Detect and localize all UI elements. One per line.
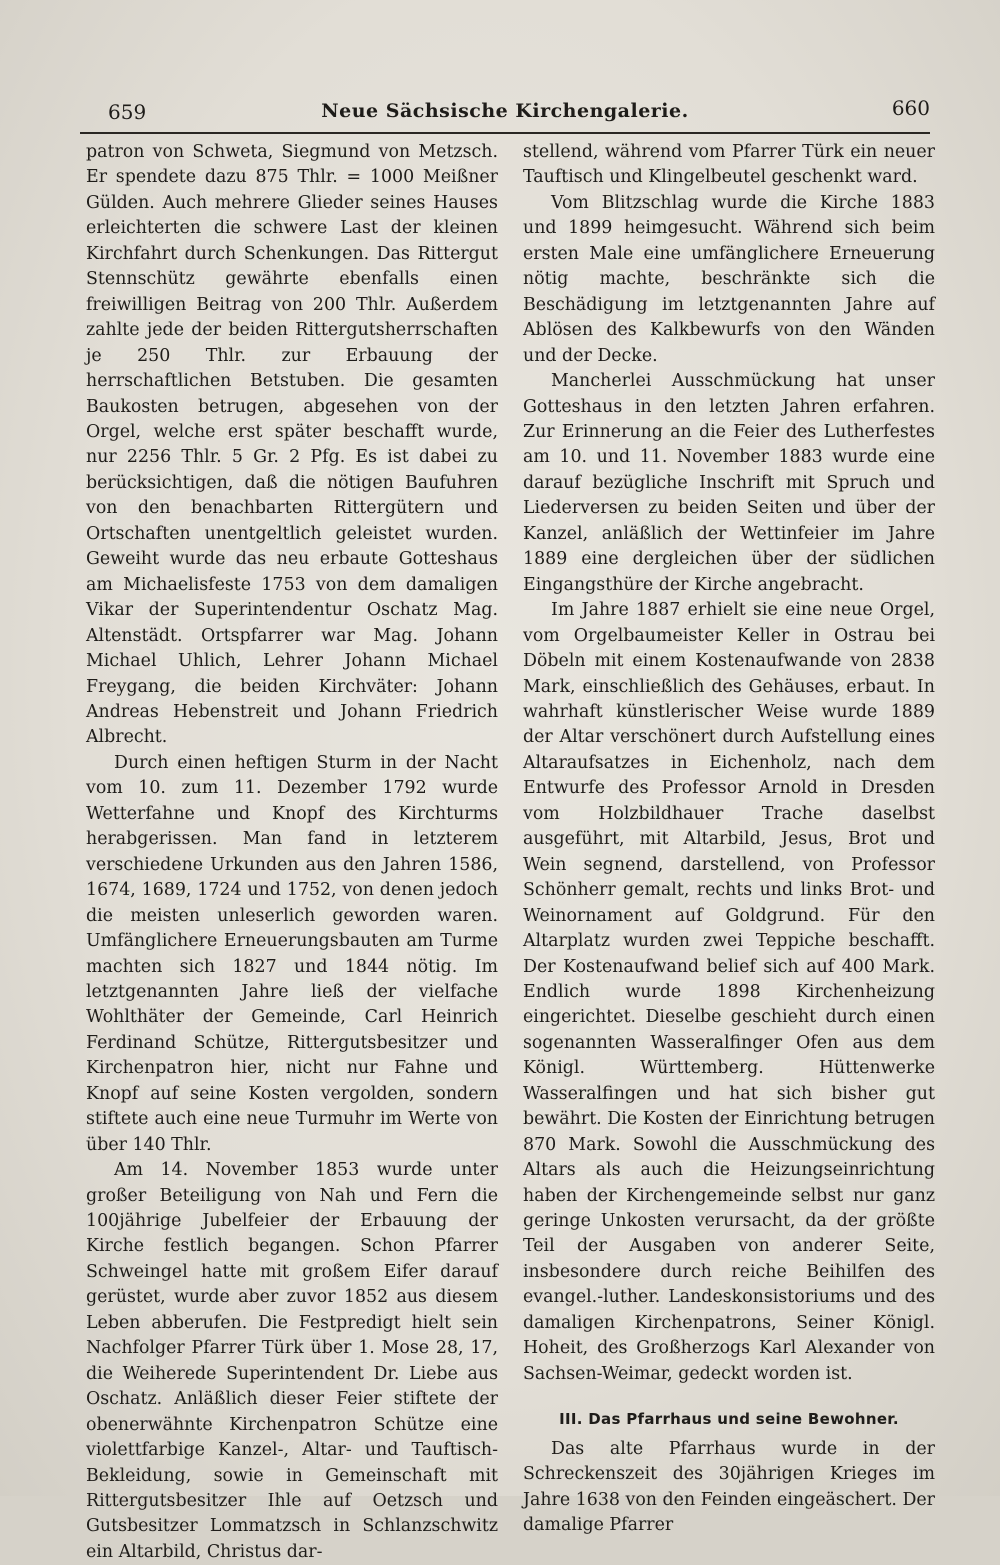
- section-heading: III. Das Pfarrhaus und seine Bewohner.: [559, 1410, 899, 1429]
- header-rule: [80, 132, 930, 134]
- paragraph: Das alte Pfarrhaus wurde in der Schreckenszeit des 30jährigen Krieges im Jahre 1638 von den Feinden eingeäschert. Der damalige Pfarrer: [523, 1438, 935, 1536]
- paragraph: stellend, während vom Pfarrer Türk ein neuer Tauftisch und Klingelbeutel geschenkt ward.: [523, 142, 935, 188]
- paragraph: Durch einen heftigen Sturm in der Nacht vom 10. zum 11. Dezember 1792 wurde Wetterfahne und Knopf des Kirchturms herabgerissen. Man fand in letzterem verschiedene Urkunden aus den Jahren 1586, 1674, 1689, 1724 und 1752, von denen jedoch die meisten unleserlich geworden waren. Umfänglichere Erneuerungsbauten am Turme machten sich 1827 und 1844 nötig. Im letztgenannten Jahre ließ der vielfache Wohlthäter der Gemeinde, Carl Heinrich Ferdinand Schütze, Rittergutsbesitzer und Kirchenpatron hier, nicht nur Fahne und Knopf auf seine Kosten vergolden, sondern stiftete auch eine neue Turmuhr im Werte von über 140 Thlr.: [86, 752, 498, 1155]
- left-column: [86, 140, 498, 1565]
- running-title: Neue Sächsische Kirchengalerie.: [321, 100, 689, 122]
- paragraph: Im Jahre 1887 erhielt sie eine neue Orgel, vom Orgelbaumeister Keller in Ostrau bei Döbeln mit einem Kostenaufwande von 2838 Mark, einschließlich des Gehäuses, erbaut. In wahrhaft künstlerischer Weise wurde 1889 der Altar verschönert durch Aufstellung eines Altaraufsatzes in Eichenholz, nach dem Entwurfe des Professor Arnold in Dresden vom Holzbildhauer Trache daselbst ausgeführt, mit Altarbild, Jesus, Brot und Wein segnend, darstellend, von Professor Schönherr gemalt, rechts und links Brot- und Weinornament auf Goldgrund. Für den Altarplatz wurden zwei Teppiche beschafft. Der Kostenaufwand belief sich auf 400 Mark. Endlich wurde 1898 Kirchenheizung eingerichtet. Dieselbe geschieht durch einen sogenannten Wasseralfinger Ofen aus dem Königl. Württemberg. Hüttenwerke Wasseralfingen und hat sich bisher gut bewährt. Die Kosten der Einrichtung betrugen 870 Mark. Sowohl die Ausschmückung des Altars als auch die Heizungseinrichtung haben der Kirchengemeinde selbst nur ganz geringe Unkosten verursacht, da der größte Teil der Ausgaben von anderer Seite, insbesondere durch reiche Beihilfen des evangel.-luther. Landeskonsistoriums und des damaligen Kirchenpatrons, Seiner Königl. Hoheit, des Großherzogs Karl Alexander von Sachsen-Weimar, gedeckt worden ist.: [523, 600, 935, 1384]
- paragraph: Mancherlei Ausschmückung hat unser Gotteshaus in den letzten Jahren erfahren. Zur Erinnerung an die Feier des Lutherfestes am 10. und 11. November 1883 wurde eine darauf bezügliche Inschrift mit Spruch und Liederversen zu beiden Seiten und über der Kanzel, anläßlich der Wettinfeier im Jahre 1889 eine dergleichen über der südlichen Eingangsthüre der Kirche angebracht.: [523, 371, 935, 595]
- page-number-left: 659: [108, 100, 147, 124]
- page-number-right: 660: [891, 96, 930, 120]
- paragraph: Vom Blitzschlag wurde die Kirche 1883 und 1899 heimgesucht. Während sich beim ersten Male eine umfänglichere Erneuerung nötig machte, beschränkte sich die Beschädigung im letztgenannten Jahre auf Ablösen des Kalkbewurfs von den Wänden und der Decke.: [523, 192, 935, 366]
- paragraph: patron von Schweta, Siegmund von Metzsch. Er spendete dazu 875 Thlr. = 1000 Meißner Gülden. Auch mehrere Glieder seines Hauses erleichterten die schwere Last der kleinen Kirchfahrt durch Schenkungen. Das Rittergut Stennschütz gewährte ebenfalls einen freiwilligen Beitrag von 200 Thlr. Außerdem zahlte jede der beiden Rittergutsherrschaften je 250 Thlr. zur Erbauung der herrschaftlichen Betstuben. Die gesamten Baukosten betrugen, abgesehen von der Orgel, welche erst später beschafft wurde, nur 2256 Thlr. 5 Gr. 2 Pfg. Es ist dabei zu berücksichtigen, daß die nötigen Baufuhren von den benachbarten Rittergütern und Ortschaften unentgeltlich geleistet wurden. Geweiht wurde das neu erbaute Gotteshaus am Michaelisfeste 1753 von dem damaligen Vikar der Superintendentur Oschatz Mag. Altenstädt. Ortspfarrer war Mag. Johann Michael Uhlich, Lehrer Johann Michael Freygang, die beiden Kirchväter: Johann Andreas Hebenstreit und Johann Friedrich Albrecht.: [86, 142, 498, 748]
- paragraph: Am 14. November 1853 wurde unter großer Beteiligung von Nah und Fern die 100jährige Jubelfeier der Erbauung der Kirche festlich begangen. Schon Pfarrer Schweingel hatte mit großem Eifer darauf gerüstet, wurde aber zuvor 1852 aus diesem Leben abberufen. Die Festpredigt hielt sein Nachfolger Pfarrer Türk über 1. Mose 28, 17, die Weiherede Superintendent Dr. Liebe aus Oschatz. Anläßlich dieser Feier stiftete der obenerwähnte Kirchenpatron Schütze eine violettfarbige Kanzel-, Altar- und Tauftisch-Bekleidung, sowie in Gemeinschaft mit Rittergutsbesitzer Ihle auf Oetzsch und Gutsbesitzer Lommatzsch in Schlanzschwitz ein Altarbild, Christus dar-: [86, 1160, 498, 1562]
- page-header: [80, 92, 930, 126]
- right-column: [523, 140, 935, 1538]
